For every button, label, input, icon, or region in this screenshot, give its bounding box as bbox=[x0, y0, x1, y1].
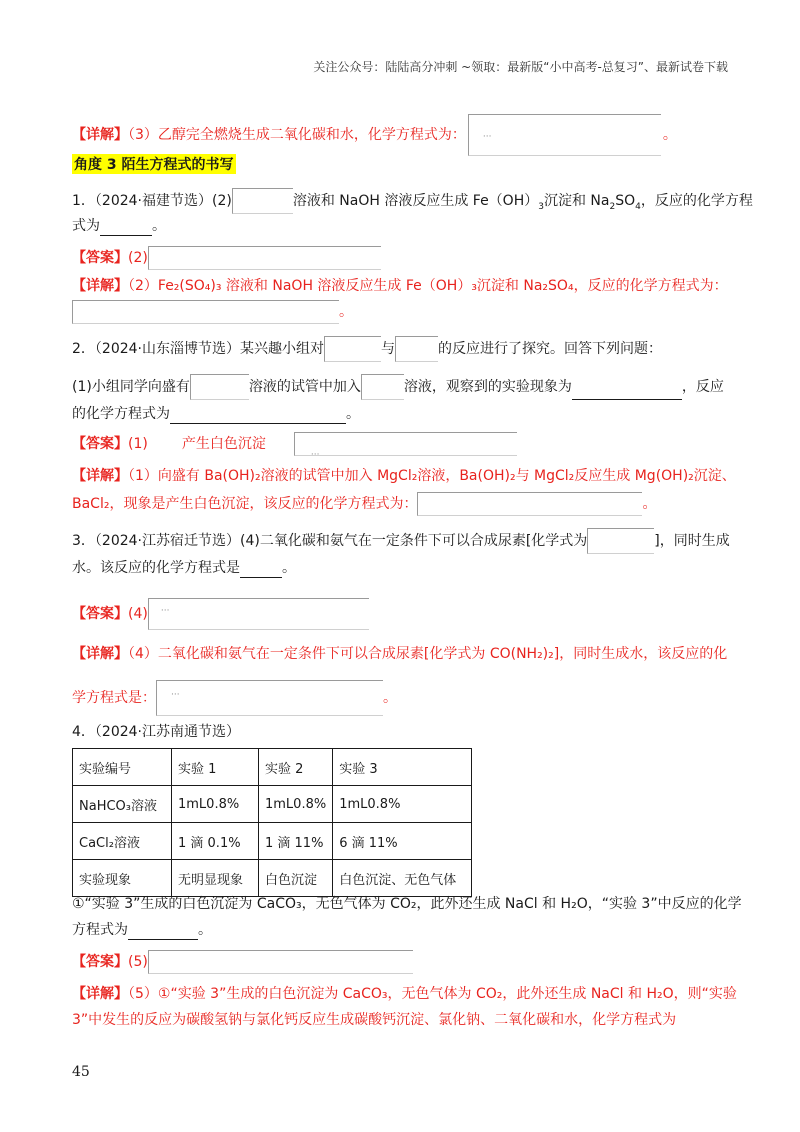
q1-stem: 1．（2024·福建节选）(2) 溶液和 NaOH 溶液反应生成 $Fe(OH)_3$沉淀和 $Na_2SO_4$，反应的化学方程 bbox=[72, 188, 753, 217]
q1-detail-2: 。 bbox=[72, 300, 353, 324]
q1-detail: 【详解】（2）Fe₂(SO₄)₃ 溶液和 NaOH 溶液反应生成 Fe（OH）₃沉淀和 Na₂SO₄，反应的化学方程式为： bbox=[72, 278, 728, 294]
table-row: 实验现象 无明显现象 白色沉淀 白色沉淀、无色气体 bbox=[73, 860, 472, 897]
q1-answer: 【答案】(2) bbox=[72, 246, 381, 270]
q4-answer: 【答案】(5) bbox=[72, 950, 413, 974]
answer-blank bbox=[128, 925, 198, 940]
section-title: 角度 3 陌生方程式的书写 bbox=[72, 154, 236, 174]
answer-blank bbox=[100, 221, 152, 236]
formula-image: ··· bbox=[148, 598, 369, 630]
formula-image bbox=[395, 336, 438, 362]
formula-image bbox=[417, 492, 642, 516]
answer-blank bbox=[170, 409, 346, 424]
q3-stem-2: 水。该反应的化学方程式是 。 bbox=[72, 560, 296, 576]
formula-image: ··· bbox=[468, 114, 661, 156]
q4-question: ①“实验 3”生成的白色沉淀为 CaCO₃，无色气体为 CO₂，此外还生成 NaCl 和 H₂O，“实验 3”中反应的化学 bbox=[72, 896, 742, 912]
answer-blank bbox=[240, 563, 282, 578]
table-row: CaCl₂溶液 1 滴 0.1% 1 滴 11% 6 滴 11% bbox=[73, 823, 472, 860]
q2-stem: 2．（2024·山东淄博节选）某兴趣小组对 与 的反应进行了探究。回答下列问题： bbox=[72, 336, 662, 362]
formula-image: ··· bbox=[294, 432, 517, 456]
formula-image bbox=[190, 374, 249, 400]
q3-stem: 3．（2024·江苏宿迁节选）(4)二氧化碳和氨气在一定条件下可以合成尿素[化学式为 ]，同时生成 bbox=[72, 528, 730, 554]
experiment-table bbox=[72, 748, 472, 897]
q4-stem: 4．（2024·江苏南通节选） bbox=[72, 724, 240, 740]
formula-image bbox=[232, 188, 293, 214]
q3-answer: 【答案】(4) ··· bbox=[72, 598, 369, 630]
q2-sub: (1)小组同学向盛有 溶液的试管中加入 溶液，观察到的实验现象为 ，反应 bbox=[72, 374, 724, 400]
page-header: 关注公众号：陆陆高分冲刺 ~领取：最新版“小中高考-总复习”、最新试卷下载 bbox=[313, 60, 728, 74]
q3-detail: 【详解】（4）二氧化碳和氨气在一定条件下可以合成尿素[化学式为 CO(NH₂)₂]，同时生成水，该反应的化 bbox=[72, 646, 728, 662]
formula-image: ··· bbox=[156, 680, 383, 716]
detail-tag: 【详解】 bbox=[72, 127, 128, 143]
q2-sub-2: 的化学方程式为 。 bbox=[72, 406, 360, 422]
q3-detail-2: 学方程式是： ··· 。 bbox=[72, 680, 397, 716]
formula-image bbox=[361, 374, 404, 400]
q2-detail: 【详解】（1）向盛有 Ba(OH)₂溶液的试管中加入 MgCl₂溶液，Ba(OH)₂与 MgCl₂反应生成 Mg(OH)₂沉淀、 bbox=[72, 468, 736, 484]
detail-text: （3）乙醇完全燃烧生成二氧化碳和水，化学方程式为： bbox=[128, 127, 466, 143]
intro-detail: 【详解】（3）乙醇完全燃烧生成二氧化碳和水，化学方程式为： ··· 。 bbox=[72, 114, 677, 156]
q2-answer: 【答案】(1) 产生白色沉淀 ··· bbox=[72, 432, 517, 456]
q4-question-2: 方程式为 。 bbox=[72, 922, 212, 938]
formula-image bbox=[324, 336, 381, 362]
q4-detail-2: 3”中发生的反应为碳酸氢钠与氯化钙反应生成碳酸钙沉淀、氯化钠、二氧化碳和水，化学方程式为 bbox=[72, 1012, 677, 1028]
table-row: 实验编号 实验 1 实验 2 实验 3 bbox=[73, 749, 472, 786]
table-row: NaHCO₃溶液 1mL0.8% 1mL0.8% 1mL0.8% bbox=[73, 786, 472, 823]
formula-image bbox=[72, 300, 339, 324]
q4-detail: 【详解】（5）①“实验 3”生成的白色沉淀为 CaCO₃，无色气体为 CO₂，此外还生成 NaCl 和 H₂O，则“实验 bbox=[72, 986, 737, 1002]
formula-image bbox=[148, 950, 413, 974]
formula-image bbox=[587, 528, 654, 554]
answer-blank bbox=[572, 385, 682, 400]
page-number: 45 bbox=[72, 1064, 90, 1080]
q1-stem-2: 式为 。 bbox=[72, 218, 166, 234]
q2-detail-2: BaCl₂，现象是产生白色沉淀，该反应的化学方程式为： 。 bbox=[72, 492, 656, 516]
formula-image bbox=[148, 246, 381, 270]
